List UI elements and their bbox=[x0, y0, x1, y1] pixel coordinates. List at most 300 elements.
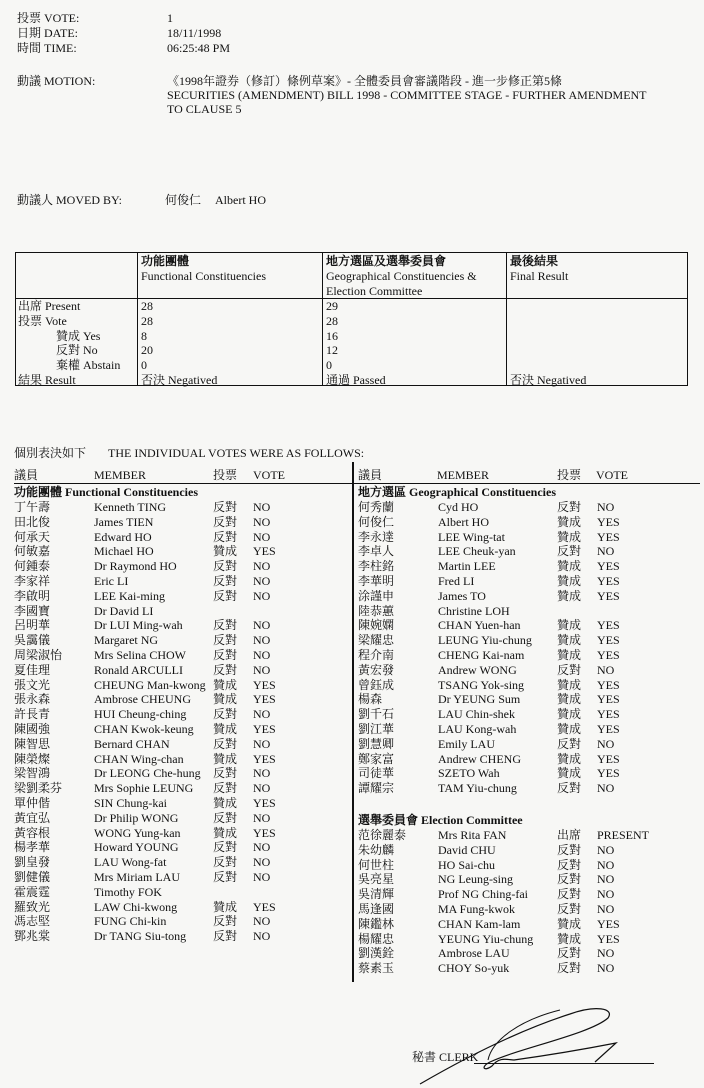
vote-zh: 反對 bbox=[213, 588, 238, 603]
vote-zh: 贊成 bbox=[557, 588, 582, 603]
member-name-en: Albert HO bbox=[438, 514, 489, 529]
final-result-value: 否決 Negatived bbox=[510, 373, 587, 387]
vote-en: YES bbox=[253, 825, 276, 840]
vote-zh: 反對 bbox=[557, 842, 582, 857]
member-name-zh: 陳婉嫻 bbox=[358, 618, 395, 633]
row-label-result: 結果 Result bbox=[18, 372, 76, 387]
geographical-column-header bbox=[323, 254, 477, 299]
geographical-yes: 16 bbox=[326, 328, 338, 343]
vote-en: YES bbox=[597, 766, 620, 781]
member-name-en: Timothy FOK bbox=[94, 884, 162, 899]
vote-zh: 贊成 bbox=[557, 766, 582, 781]
member-name-en: LEE Wing-tat bbox=[438, 529, 505, 544]
member-name-zh: 許長青 bbox=[14, 707, 51, 722]
member-name-zh: 吳清輝 bbox=[358, 887, 395, 902]
member-name-en: Andrew CHENG bbox=[438, 751, 521, 766]
member-name-en: Mrs Rita FAN bbox=[438, 828, 507, 842]
right-col-vote-en: VOTE bbox=[596, 468, 628, 482]
member-name-zh: 黃容根 bbox=[14, 825, 51, 840]
vote-en: NO bbox=[597, 781, 615, 796]
member-name-en: CHEUNG Man-kwong bbox=[94, 677, 206, 692]
vote-zh: 反對 bbox=[557, 662, 582, 677]
member-name-zh: 司徒華 bbox=[358, 766, 395, 781]
member-name-zh: 羅致光 bbox=[14, 899, 51, 914]
vote-zh: 反對 bbox=[213, 840, 238, 855]
member-name-en: CHAN Kwok-keung bbox=[94, 722, 194, 736]
member-name-zh: 劉健儀 bbox=[14, 870, 51, 884]
member-name-en: Dr LUI Ming-wah bbox=[94, 618, 183, 633]
vote-en: NO bbox=[597, 544, 615, 559]
vote-number-label: 投票 VOTE: bbox=[17, 11, 80, 25]
vote-en: YES bbox=[597, 677, 620, 692]
member-name-zh: 劉慧卿 bbox=[358, 736, 395, 751]
member-name-zh: 李華明 bbox=[358, 574, 395, 588]
motion-title-en-line1: SECURITIES (AMENDMENT) BILL 1998 - COMMITTEE STAGE - FURTHER AMENDMENT bbox=[167, 88, 647, 102]
vote-zh: 反對 bbox=[213, 736, 238, 751]
clerk-signature-icon bbox=[410, 1000, 704, 1088]
vote-zh: 反對 bbox=[213, 574, 238, 588]
individual-votes-title-en: THE INDIVIDUAL VOTES WERE AS FOLLOWS: bbox=[108, 446, 365, 460]
member-name-en: CHAN Kam-lam bbox=[438, 916, 521, 931]
member-name-zh: 蔡素玉 bbox=[358, 961, 395, 976]
member-name-en: Mrs Selina CHOW bbox=[94, 648, 186, 662]
vote-en: NO bbox=[253, 559, 271, 574]
member-name-zh: 楊森 bbox=[358, 692, 383, 707]
vote-en: NO bbox=[597, 842, 615, 857]
geographical-header-en: Geographical Constituencies & bbox=[326, 269, 477, 283]
vote-en: NO bbox=[597, 946, 615, 961]
member-name-zh: 何世柱 bbox=[358, 857, 395, 872]
member-name-en: Dr David LI bbox=[94, 603, 154, 618]
vote-zh: 反對 bbox=[213, 662, 238, 677]
vote-zh: 反對 bbox=[557, 736, 582, 751]
row-label-yes: 贊成 Yes bbox=[56, 328, 101, 343]
vote-en: NO bbox=[253, 781, 271, 796]
member-name-en: Margaret NG bbox=[94, 633, 159, 648]
motion-title-zh: 《1998年證券（修訂）條例草案》- 全體委員會審議階段 - 進一步修正第5條 bbox=[167, 74, 562, 88]
vote-zh: 反對 bbox=[213, 914, 238, 929]
member-name-zh: 李柱銘 bbox=[358, 559, 395, 574]
member-name-zh: 吳亮星 bbox=[358, 872, 395, 887]
member-name-en: Dr Raymond HO bbox=[94, 559, 177, 574]
member-name-en: James TO bbox=[438, 588, 486, 603]
functional-present: 28 bbox=[141, 299, 153, 313]
member-name-en: Dr Philip WONG bbox=[94, 810, 179, 825]
vote-en: YES bbox=[597, 574, 620, 588]
time-row bbox=[17, 41, 230, 56]
vote-number-row bbox=[17, 11, 173, 26]
vote-en: YES bbox=[253, 796, 276, 810]
member-name-en: WONG Yung-kan bbox=[94, 825, 181, 840]
member-name-zh: 黃宏發 bbox=[358, 662, 395, 677]
vote-en: YES bbox=[597, 707, 620, 722]
member-name-zh: 何鍾泰 bbox=[14, 559, 51, 574]
vote-zh: 反對 bbox=[213, 529, 238, 544]
vote-en: NO bbox=[253, 648, 271, 662]
final-header-en: Final Result bbox=[510, 269, 569, 283]
member-name-zh: 劉漢銓 bbox=[358, 946, 395, 961]
vote-zh: 反對 bbox=[213, 648, 238, 662]
motion-label: 動議 MOTION: bbox=[17, 74, 96, 88]
geographical-no: 12 bbox=[326, 343, 338, 358]
member-name-en: David CHU bbox=[438, 842, 496, 857]
member-name-en: Fred LI bbox=[438, 574, 475, 588]
member-name-en: Howard YOUNG bbox=[94, 840, 179, 855]
vote-zh: 贊成 bbox=[557, 707, 582, 722]
functional-header-en: Functional Constituencies bbox=[141, 269, 266, 283]
vote-zh: 贊成 bbox=[557, 751, 582, 766]
functional-no: 20 bbox=[141, 343, 153, 358]
member-name-zh: 范徐麗泰 bbox=[358, 828, 407, 842]
functional-header-zh: 功能團體 bbox=[141, 254, 190, 268]
row-label-present: 出席 Present bbox=[18, 299, 81, 313]
member-name-en: Dr LEONG Che-hung bbox=[94, 766, 201, 781]
member-name-en: LAU Chin-shek bbox=[438, 707, 515, 722]
member-name-zh: 丁午壽 bbox=[14, 500, 51, 514]
vote-en: YES bbox=[253, 692, 276, 707]
member-name-zh: 劉皇發 bbox=[14, 855, 51, 870]
vote-zh: 贊成 bbox=[213, 796, 238, 810]
date-label: 日期 DATE: bbox=[17, 26, 78, 40]
member-name-en: Mrs Sophie LEUNG bbox=[94, 781, 194, 796]
row-label-no: 反對 No bbox=[56, 343, 98, 358]
member-name-en: LEUNG Yiu-chung bbox=[438, 633, 532, 648]
member-name-zh: 何俊仁 bbox=[358, 514, 395, 529]
member-name-en: SIN Chung-kai bbox=[94, 796, 167, 810]
vote-zh: 反對 bbox=[213, 766, 238, 781]
vote-zh: 贊成 bbox=[557, 514, 582, 529]
vote-zh: 贊成 bbox=[213, 692, 238, 707]
vote-zh: 反對 bbox=[557, 872, 582, 887]
member-name-zh: 陸恭蕙 bbox=[358, 603, 395, 618]
member-name-zh: 夏佳理 bbox=[14, 662, 51, 677]
member-name-en: YEUNG Yiu-chung bbox=[438, 931, 534, 946]
vote-en: NO bbox=[597, 961, 615, 976]
member-name-en: LAU Kong-wah bbox=[438, 722, 517, 736]
member-name-zh: 何承天 bbox=[14, 529, 51, 544]
functional-values bbox=[138, 299, 217, 388]
member-name-zh: 鄧兆棠 bbox=[14, 929, 51, 944]
vote-en: YES bbox=[253, 899, 276, 914]
vote-en: YES bbox=[597, 633, 620, 648]
vote-number-value: 1 bbox=[167, 11, 173, 25]
member-name-zh: 陳鑑林 bbox=[358, 916, 395, 931]
vote-zh: 反對 bbox=[557, 857, 582, 872]
moved-by-row bbox=[17, 193, 266, 208]
geographical-group-title: 地方選區 Geographical Constituencies bbox=[358, 485, 556, 499]
member-name-zh: 程介南 bbox=[358, 648, 395, 662]
vote-zh: 贊成 bbox=[557, 529, 582, 544]
vote-en: NO bbox=[253, 840, 271, 855]
member-name-en: Christine LOH bbox=[438, 603, 510, 618]
vote-en: YES bbox=[253, 722, 276, 736]
column-divider-vertical bbox=[352, 462, 354, 982]
geographical-result: 通過 Passed bbox=[326, 372, 386, 387]
vote-zh: 贊成 bbox=[213, 899, 238, 914]
vote-en: NO bbox=[253, 662, 271, 677]
functional-vote: 28 bbox=[141, 313, 153, 328]
member-name-zh: 單仲偕 bbox=[14, 796, 51, 810]
member-name-zh: 楊孝華 bbox=[14, 840, 51, 855]
vote-en: NO bbox=[253, 870, 271, 884]
final-result-column-header bbox=[507, 254, 568, 284]
member-name-zh: 周梁淑怡 bbox=[14, 648, 63, 662]
member-name-en: Andrew WONG bbox=[438, 662, 517, 677]
functional-group-title: 功能團體 Functional Constituencies bbox=[14, 485, 199, 499]
member-name-en: Cyd HO bbox=[438, 500, 479, 514]
member-name-zh: 楊耀忠 bbox=[358, 931, 395, 946]
vote-zh: 贊成 bbox=[557, 648, 582, 662]
motion-title-en-line2: TO CLAUSE 5 bbox=[167, 102, 242, 116]
member-name-zh: 劉江華 bbox=[358, 722, 395, 736]
functional-yes: 8 bbox=[141, 328, 147, 343]
vote-zh: 贊成 bbox=[557, 574, 582, 588]
vote-zh: 贊成 bbox=[213, 825, 238, 840]
member-name-en: CHAN Wing-chan bbox=[94, 751, 184, 766]
vote-zh: 反對 bbox=[557, 902, 582, 916]
member-name-en: Michael HO bbox=[94, 544, 154, 559]
vote-zh: 反對 bbox=[557, 500, 582, 514]
functional-column-header bbox=[138, 254, 266, 284]
member-name-en: Ambrose LAU bbox=[438, 946, 510, 961]
left-col-vote-zh: 投票 bbox=[213, 468, 238, 482]
member-name-en: Kenneth TING bbox=[94, 500, 167, 514]
vote-en: NO bbox=[253, 766, 271, 781]
vote-en: YES bbox=[597, 559, 620, 574]
geographical-header-zh: 地方選區及選舉委員會 bbox=[326, 254, 447, 268]
functional-result: 否決 Negatived bbox=[141, 372, 218, 387]
member-name-en: CHAN Yuen-han bbox=[438, 618, 521, 633]
member-name-zh: 李永達 bbox=[358, 529, 395, 544]
vote-en: YES bbox=[253, 751, 276, 766]
member-name-zh: 李卓人 bbox=[358, 544, 395, 559]
vote-zh: 贊成 bbox=[213, 544, 238, 559]
moved-by-name-zh: 何俊仁 bbox=[165, 193, 202, 207]
vote-zh: 反對 bbox=[557, 781, 582, 796]
member-name-en: NG Leung-sing bbox=[438, 872, 513, 887]
vote-zh: 贊成 bbox=[557, 677, 582, 692]
vote-zh: 反對 bbox=[213, 633, 238, 648]
right-col-member-zh: 議員 bbox=[358, 468, 383, 482]
vote-summary-table bbox=[15, 252, 688, 386]
vote-zh: 反對 bbox=[213, 500, 238, 514]
geographical-present: 29 bbox=[326, 299, 338, 313]
vote-zh: 反對 bbox=[557, 946, 582, 961]
member-name-en: LAU Wong-fat bbox=[94, 855, 167, 870]
vote-zh: 贊成 bbox=[557, 618, 582, 633]
vote-en: YES bbox=[253, 544, 276, 559]
clerk-label: 秘書 CLERK bbox=[412, 1050, 479, 1064]
member-name-zh: 涂謹申 bbox=[358, 588, 395, 603]
member-name-zh: 吳靄儀 bbox=[14, 633, 51, 648]
vote-zh: 贊成 bbox=[557, 931, 582, 946]
member-name-zh: 李啟明 bbox=[14, 588, 51, 603]
member-name-zh: 李家祥 bbox=[14, 574, 51, 588]
vote-zh: 反對 bbox=[557, 961, 582, 976]
functional-abstain: 0 bbox=[141, 358, 147, 373]
vote-en: YES bbox=[597, 648, 620, 662]
vote-en: YES bbox=[597, 722, 620, 736]
member-name-en: LEE Cheuk-yan bbox=[438, 544, 516, 559]
vote-en: PRESENT bbox=[597, 828, 650, 842]
vote-en: NO bbox=[597, 872, 615, 887]
time-value: 06:25:48 PM bbox=[167, 41, 231, 55]
left-col-member-zh: 議員 bbox=[14, 468, 39, 482]
vote-en: YES bbox=[597, 916, 620, 931]
member-name-zh: 鄭家富 bbox=[358, 751, 395, 766]
member-name-zh: 何敏嘉 bbox=[14, 544, 51, 559]
vote-en: YES bbox=[597, 588, 620, 603]
moved-by-label: 動議人 MOVED BY: bbox=[17, 193, 122, 207]
geographical-abstain: 0 bbox=[326, 358, 332, 373]
vote-zh: 贊成 bbox=[557, 916, 582, 931]
individual-votes-title-zh: 個別表決如下 bbox=[14, 446, 87, 460]
geographical-values bbox=[323, 299, 386, 388]
member-name-en: CHOY So-yuk bbox=[438, 961, 510, 976]
vote-zh: 反對 bbox=[557, 544, 582, 559]
vote-en: NO bbox=[253, 500, 271, 514]
member-name-en: HO Sai-chu bbox=[438, 857, 495, 872]
member-name-en: MA Fung-kwok bbox=[438, 902, 516, 916]
member-name-zh: 張文光 bbox=[14, 677, 51, 692]
member-name-zh: 梁劉柔芬 bbox=[14, 781, 63, 796]
member-name-zh: 馬逢國 bbox=[358, 902, 395, 916]
vote-zh: 反對 bbox=[213, 707, 238, 722]
vote-en: YES bbox=[597, 514, 620, 529]
member-name-en: Bernard CHAN bbox=[94, 736, 170, 751]
member-name-en: LEE Kai-ming bbox=[94, 588, 165, 603]
vote-en: NO bbox=[253, 736, 271, 751]
right-col-member-en: MEMBER bbox=[437, 468, 490, 482]
vote-en: NO bbox=[253, 633, 271, 648]
member-name-en: Martin LEE bbox=[438, 559, 496, 574]
vote-en: YES bbox=[597, 692, 620, 707]
member-name-en: Ronald ARCULLI bbox=[94, 662, 183, 677]
member-name-en: SZETO Wah bbox=[438, 766, 500, 781]
vote-en: NO bbox=[253, 588, 271, 603]
member-name-zh: 梁耀忠 bbox=[358, 633, 395, 648]
vote-zh: 贊成 bbox=[213, 677, 238, 692]
vote-zh: 反對 bbox=[213, 855, 238, 870]
vote-en: YES bbox=[253, 677, 276, 692]
member-name-en: TAM Yiu-chung bbox=[438, 781, 517, 796]
vote-en: NO bbox=[253, 514, 271, 529]
member-name-en: Eric LI bbox=[94, 574, 129, 588]
member-name-zh: 朱幼麟 bbox=[358, 842, 395, 857]
row-label-vote: 投票 Vote bbox=[18, 313, 67, 328]
vote-en: NO bbox=[253, 618, 271, 633]
member-name-zh: 陳國強 bbox=[14, 722, 51, 736]
vote-en: NO bbox=[253, 929, 271, 944]
member-name-zh: 何秀蘭 bbox=[358, 500, 395, 514]
member-name-en: HUI Cheung-ching bbox=[94, 707, 187, 722]
geographical-header-en2: Election Committee bbox=[326, 284, 423, 298]
vote-zh: 贊成 bbox=[557, 633, 582, 648]
row-label-abstain: 棄權 Abstain bbox=[56, 358, 121, 373]
member-name-zh: 李國寶 bbox=[14, 603, 51, 618]
member-name-en: James TIEN bbox=[94, 514, 154, 529]
member-name-en: Dr TANG Siu-tong bbox=[94, 929, 187, 944]
vote-en: NO bbox=[253, 529, 271, 544]
member-name-zh: 黃宜弘 bbox=[14, 810, 51, 825]
member-name-zh: 霍震霆 bbox=[14, 884, 51, 899]
vote-zh: 贊成 bbox=[557, 559, 582, 574]
individual-votes-title bbox=[14, 446, 364, 461]
vote-en: NO bbox=[253, 855, 271, 870]
summary-row-labels bbox=[18, 299, 120, 388]
member-name-en: Emily LAU bbox=[438, 736, 495, 751]
vote-en: NO bbox=[597, 902, 615, 916]
vote-en: YES bbox=[597, 931, 620, 946]
vote-en: NO bbox=[597, 887, 615, 902]
member-name-zh: 陳榮燦 bbox=[14, 751, 51, 766]
vote-zh: 反對 bbox=[213, 781, 238, 796]
vote-en: NO bbox=[597, 857, 615, 872]
vote-zh: 贊成 bbox=[213, 722, 238, 736]
left-col-vote-en: VOTE bbox=[253, 468, 285, 482]
right-col-vote-zh: 投票 bbox=[557, 468, 582, 482]
member-name-zh: 馮志堅 bbox=[14, 914, 51, 929]
vote-zh: 反對 bbox=[213, 559, 238, 574]
vote-en: NO bbox=[253, 810, 271, 825]
member-name-zh: 田北俊 bbox=[14, 514, 51, 529]
geographical-vote: 28 bbox=[326, 313, 338, 328]
left-col-member-en: MEMBER bbox=[94, 468, 147, 482]
right-header-rule bbox=[354, 483, 700, 484]
moved-by-name-en: Albert HO bbox=[215, 193, 267, 207]
vote-en: NO bbox=[597, 500, 615, 514]
vote-zh: 出席 bbox=[557, 828, 582, 842]
member-name-zh: 呂明華 bbox=[14, 618, 51, 633]
date-value: 18/11/1998 bbox=[167, 26, 222, 40]
time-label: 時間 TIME: bbox=[17, 41, 77, 55]
vote-en: NO bbox=[597, 662, 615, 677]
member-name-en: Edward HO bbox=[94, 529, 152, 544]
member-name-en: Ambrose CHEUNG bbox=[94, 692, 191, 707]
signature-line bbox=[474, 1063, 654, 1064]
member-name-zh: 劉千石 bbox=[358, 707, 395, 722]
member-name-zh: 張永森 bbox=[14, 692, 51, 707]
final-header-zh: 最後結果 bbox=[510, 254, 559, 268]
date-row bbox=[17, 26, 221, 41]
member-name-en: TSANG Yok-sing bbox=[438, 677, 525, 692]
member-name-en: Prof NG Ching-fai bbox=[438, 887, 528, 902]
member-name-en: CHENG Kai-nam bbox=[438, 648, 525, 662]
member-name-zh: 曾鈺成 bbox=[358, 677, 395, 692]
vote-en: NO bbox=[253, 574, 271, 588]
vote-zh: 反對 bbox=[213, 618, 238, 633]
vote-zh: 反對 bbox=[213, 514, 238, 529]
vote-en: NO bbox=[597, 736, 615, 751]
vote-en: YES bbox=[597, 529, 620, 544]
vote-en: NO bbox=[253, 914, 271, 929]
member-name-zh: 梁智鴻 bbox=[14, 766, 51, 781]
vote-en: NO bbox=[253, 707, 271, 722]
election-group-title: 選舉委員會 Election Committee bbox=[358, 813, 523, 827]
left-header-rule bbox=[14, 483, 352, 484]
member-name-en: Mrs Miriam LAU bbox=[94, 870, 180, 884]
vote-zh: 反對 bbox=[213, 810, 238, 825]
vote-en: YES bbox=[597, 751, 620, 766]
member-name-en: LAW Chi-kwong bbox=[94, 899, 178, 914]
vote-en: YES bbox=[597, 618, 620, 633]
member-name-en: FUNG Chi-kin bbox=[94, 914, 167, 929]
vote-zh: 贊成 bbox=[557, 722, 582, 736]
vote-zh: 贊成 bbox=[213, 751, 238, 766]
member-name-en: Dr YEUNG Sum bbox=[438, 692, 521, 707]
vote-zh: 反對 bbox=[557, 887, 582, 902]
vote-zh: 反對 bbox=[213, 929, 238, 944]
